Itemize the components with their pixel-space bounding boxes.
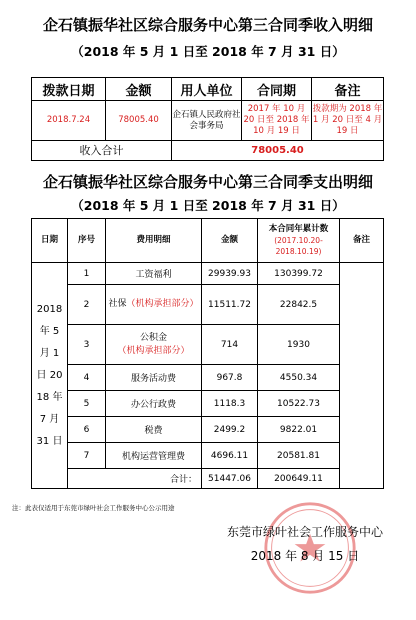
expense-no: 1 — [68, 263, 106, 285]
expense-amount: 714 — [202, 325, 258, 365]
income-amount: 78005.40 — [106, 101, 172, 141]
expense-date-range: 2018 年 5 月 1 日 2018 年 7 月 31 日 — [32, 263, 68, 489]
expense-item-cell — [106, 285, 202, 325]
footer-date: 2018 年 8 月 15 日 — [250, 549, 360, 563]
footer-note: 注：此表仅适用于东莞市绿叶社会工作服务中心公示用途 — [12, 504, 175, 512]
expense-item: 社保 — [108, 299, 127, 309]
expense-item-cell — [106, 325, 202, 365]
income-title: 企石镇振华社区综合服务中心第三合同季收入明细 — [42, 16, 373, 34]
expense-header-row — [32, 219, 384, 263]
expense-row — [32, 285, 384, 325]
expense-amount: 11511.72 — [202, 285, 258, 325]
expense-total-amount: 51447.06 — [202, 469, 258, 489]
footer-org: 东莞市绿叶社会工作服务中心 — [226, 525, 383, 539]
expense-item-note: （机构承担部分） — [126, 299, 199, 309]
expense-cumulative: 1930 — [258, 325, 340, 365]
expense-amount: 967.8 — [202, 365, 258, 391]
expense-row — [32, 443, 384, 469]
expense-no: 7 — [68, 443, 106, 469]
income-table — [31, 77, 384, 161]
expense-cumulative: 20581.81 — [258, 443, 340, 469]
income-unit: 企石镇人民政府社会事务局 — [172, 101, 242, 141]
expense-item: 税费 — [106, 417, 202, 443]
expense-header-remark: 备注 — [340, 219, 384, 263]
expense-header-cumulative — [258, 219, 340, 263]
expense-amount: 1118.3 — [202, 391, 258, 417]
expense-header-amount: 金额 — [202, 219, 258, 263]
expense-header-cumulative-label: 本合同年累计数 — [268, 224, 329, 234]
expense-item: 机构运营管理费 — [106, 443, 202, 469]
income-period: （2018 年 5 月 1 日至 2018 年 7 月 31 日） — [71, 44, 345, 59]
expense-cumulative: 4550.34 — [258, 365, 340, 391]
income-total-row — [32, 141, 384, 161]
expense-total-row — [32, 469, 384, 489]
income-header-remark: 备注 — [312, 78, 384, 101]
expense-item: 公积金 — [139, 332, 167, 343]
expense-amount: 29939.93 — [202, 263, 258, 285]
expense-header-date: 日期 — [32, 219, 68, 263]
expense-header-no: 序号 — [68, 219, 106, 263]
income-header-amount: 金额 — [106, 78, 172, 101]
expense-cumulative: 22842.5 — [258, 285, 340, 325]
expense-row — [32, 417, 384, 443]
expense-item: 服务活动费 — [106, 365, 202, 391]
expense-no: 6 — [68, 417, 106, 443]
expense-period: （2018 年 5 月 1 日至 2018 年 7 月 31 日） — [71, 198, 345, 213]
income-remark: 拨款期为 2018 年 1 月 20 日至 4 月 19 日 — [312, 101, 384, 141]
income-total-value: 78005.40 — [172, 141, 384, 161]
expense-item-note: （机构承担部分） — [117, 345, 190, 356]
expense-no: 2 — [68, 285, 106, 325]
expense-remark-cell — [340, 263, 384, 489]
income-header-date: 拨款日期 — [32, 78, 106, 101]
income-header-row — [32, 78, 384, 101]
expense-cumulative: 130399.72 — [258, 263, 340, 285]
expense-amount: 2499.2 — [202, 417, 258, 443]
expense-row — [32, 325, 384, 365]
income-term: 2017 年 10 月 20 日至 2018 年 10 月 19 日 — [242, 101, 312, 141]
expense-cumulative: 9822.01 — [258, 417, 340, 443]
expense-no: 5 — [68, 391, 106, 417]
expense-no: 4 — [68, 365, 106, 391]
income-header-term: 合同期 — [242, 78, 312, 101]
expense-row — [32, 263, 384, 285]
income-header-unit: 用人单位 — [172, 78, 242, 101]
income-row — [32, 101, 384, 141]
expense-item: 工资福利 — [106, 263, 202, 285]
expense-item: 办公行政费 — [106, 391, 202, 417]
expense-header-cumulative-range: (2017.10.20-2018.10.19) — [274, 236, 323, 256]
expense-no: 3 — [68, 325, 106, 365]
expense-amount: 4696.11 — [202, 443, 258, 469]
expense-row — [32, 391, 384, 417]
expense-total-label: 合计： — [68, 469, 202, 489]
expense-total-cumulative: 200649.11 — [258, 469, 340, 489]
expense-row — [32, 365, 384, 391]
income-date: 2018.7.24 — [32, 101, 106, 141]
expense-cumulative: 10522.73 — [258, 391, 340, 417]
income-total-label: 收入合计 — [32, 141, 172, 161]
expense-title: 企石镇振华社区综合服务中心第三合同季支出明细 — [42, 173, 373, 191]
expense-table — [31, 218, 384, 489]
expense-header-item: 费用明细 — [106, 219, 202, 263]
